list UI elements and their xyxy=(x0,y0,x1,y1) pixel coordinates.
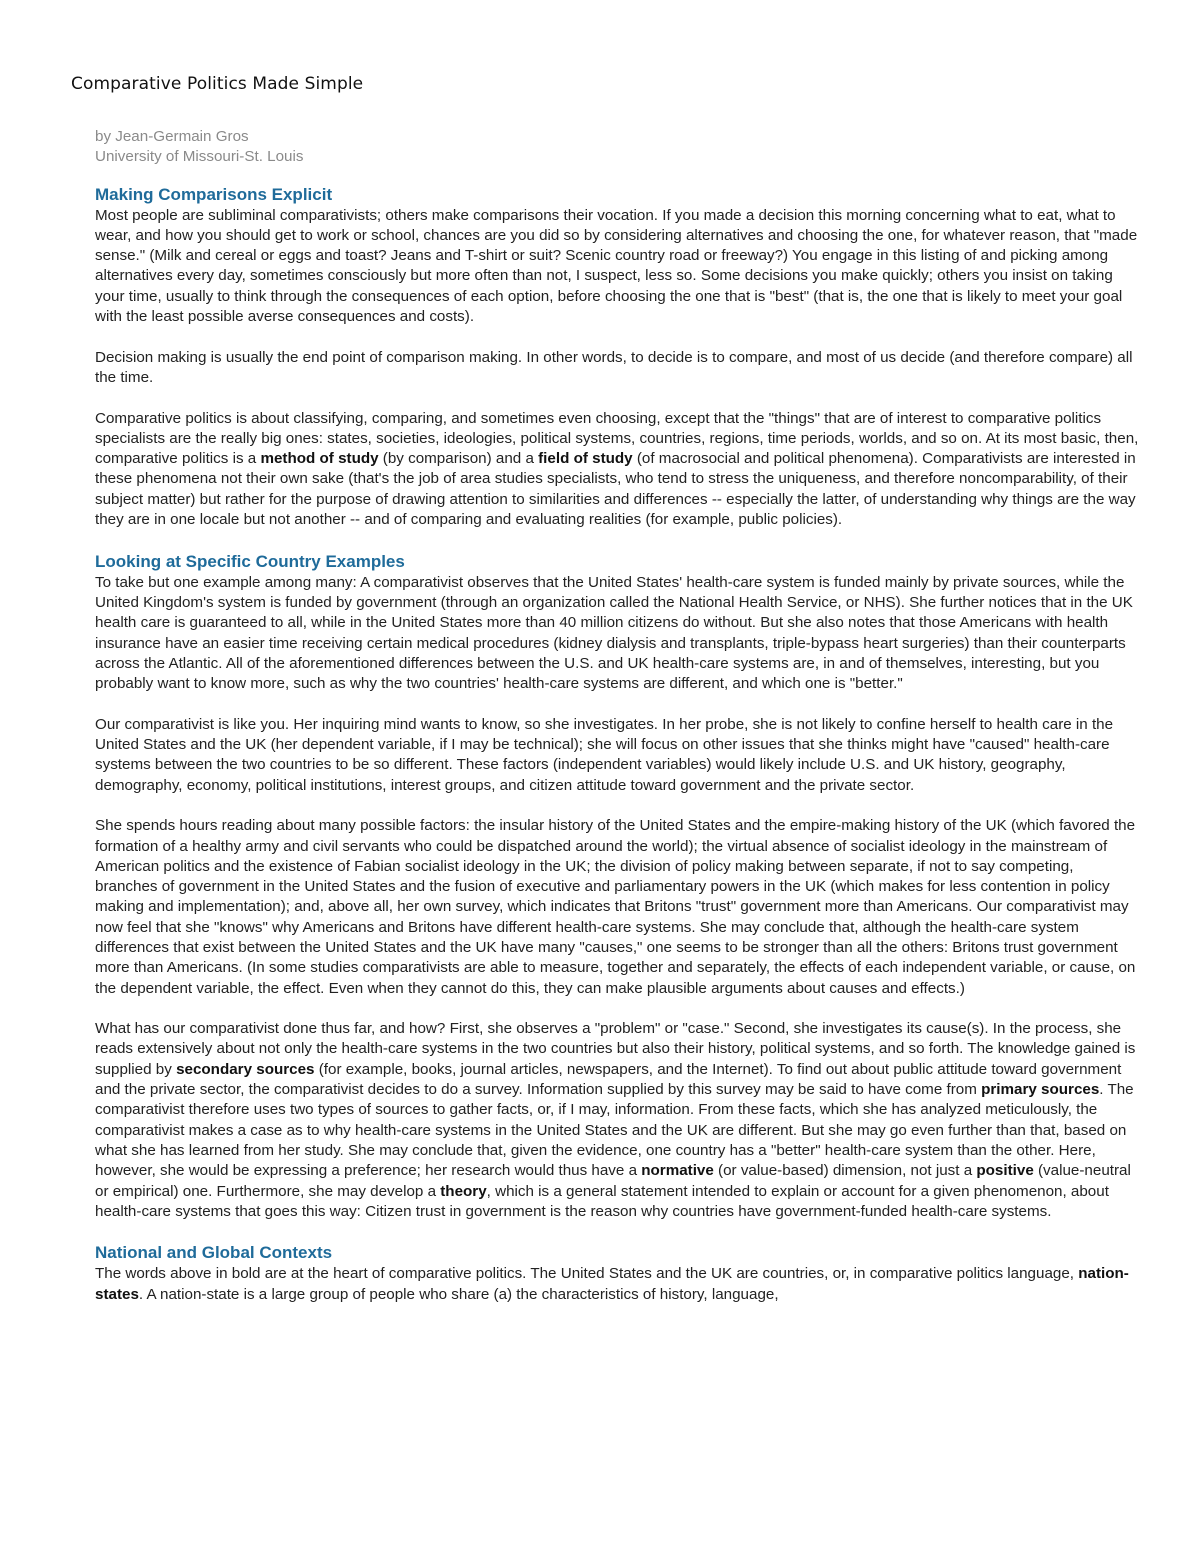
paragraph xyxy=(95,409,1140,531)
bold-term: field of study xyxy=(538,450,633,468)
text-run: Comparative politics is about classifying, comparing, and sometimes even choosing, except that the "things" that are of interest to comparative politics specialists are the really big ones: states, societies, ideologies, political systems, countries, regions, time periods, worlds, and so on. At its most basic, then, comparative politics is a xyxy=(95,409,1139,468)
section-heading: National and Global Contexts xyxy=(95,1243,333,1263)
bold-term: normative xyxy=(641,1162,714,1180)
bold-term: method of study xyxy=(260,450,379,468)
bold-term: positive xyxy=(976,1162,1034,1180)
text-run: . The comparativist therefore uses two types of sources to gather facts, or, if I may, information. From these facts, which she has analyzed meticulously, the comparativist makes a case as to why health-care systems in the United States and the UK are different. But she may go even further than that, based on what she has learned from her study. She may conclude that, given the evidence, one country has a "better" health-care system than the other. Here, however, she would be expressing a preference; her research would thus have a xyxy=(95,1081,1134,1180)
text-run: Most people are subliminal comparativists; others make comparisons their vocation. If you made a decision this morning concerning what to eat, what to wear, and how you should get to work or school, chances are you did so by considering alternatives and choosing the one, for whatever reason, that "made sense." (Milk and cereal or eggs and toast? Jeans and T-shirt or suit? Scenic country road or freeway?) You engage in this listing of and picking among alternatives every day, sometimes consciously but more often than not, I suspect, less so. Some decisions you make quickly; others you insist on taking your time, usually to think through the consequences of each option, before choosing the one that is "best" (that is, the one that is likely to meet your goal with the least possible averse consequences and costs). xyxy=(95,206,1138,326)
text-run: Decision making is usually the end point of comparison making. In other words, to decide is to compare, and most of us decide (and therefore compare) all the time. xyxy=(95,348,1133,386)
text-run: . A nation-state is a large group of people who share (a) the characteristics of history, language, xyxy=(138,1285,779,1303)
paragraph xyxy=(95,1019,1140,1222)
byline xyxy=(95,127,1140,168)
section xyxy=(95,551,1140,1223)
text-run: The words above in bold are at the heart of comparative politics. The United States and the UK are countries, or, in comparative politics language, xyxy=(95,1265,1079,1283)
text-run: , which is a general statement intended to explain or account for a given phenomenon, about health-care systems that goes this way: Citizen trust in government is the reason why countries have government-funded health-care systems. xyxy=(95,1182,1109,1220)
text-run: To take but one example among many: A comparativist observes that the United States' health-care system is funded mainly by private sources, while the United Kingdom's system is funded by government (through an organization called the National Health Service, or NHS). She further notices that in the UK health care is guaranteed to all, while in the United States more than 40 million citizens do without. But she also notes that those Americans with health insurance have an easier time receiving certain medical procedures (kidney dialysis and transplants, triple-bypass heart surgeries) than their counterparts across the Atlantic. All of the aforementioned differences between the U.S. and UK health-care systems are, in and of themselves, interesting, but you probably want to know more, such as why the two countries' health-care systems are different, and which one is "better." xyxy=(95,573,1133,693)
text-run: She spends hours reading about many possible factors: the insular history of the United States and the empire-making history of the UK (which favored the formation of a healthy army and civil servants who could be dispatched around the world); the virtual absence of socialist ideology in the mainstream of American politics and the existence of Fabian socialist ideology in the UK; the division of policy making between separate, if not to say competing, branches of government in the United States and the fusion of executive and parliamentary powers in the UK (which makes for less contention in policy making and implementation); and, above all, her own survey, which indicates that Britons "trust" government more than Americans. Our comparativist may now feel that she "knows" why Americans and Britons have different health-care systems. She may conclude that, although the health-care system differences that exist between the United States and the UK have many "causes," one seems to be stronger than all the others: Britons trust government more than Americans. (In some studies comparativists are able to measure, together and separately, the effects of each independent variable, or cause, on the dependent variable, the effect. Even when they cannot do this, they can make plausible arguments about causes and effects.) xyxy=(95,817,1136,997)
paragraph xyxy=(95,1264,1140,1305)
text-run: (of macrosocial and political phenomena). Comparativists are interested in these phenomena not their own sake (that's the job of area studies specialists, who tend to stress the uniqueness, and therefore noncomparability, of their subject matter) but rather for the purpose of drawing attention to similarities and differences -- especially the latter, of understanding why things are the way they are in one locale but not another -- and of comparing and evaluating realities (for example, public policies). xyxy=(95,450,1136,529)
bold-term: primary sources xyxy=(981,1081,1100,1099)
paragraph xyxy=(95,573,1140,695)
text-run: Our comparativist is like you. Her inquiring mind wants to know, so she investigates. In her probe, she is not likely to confine herself to health care in the United States and the UK (her dependent variable, if I may be technical); she will focus on other issues that she thinks might have "caused" health-care systems between the two countries to be so different. These factors (independent variables) would likely include U.S. and UK history, geography, demography, economy, political institutions, interest groups, and citizen attitude toward government and the private sector. xyxy=(95,715,1114,794)
affiliation-line: University of Missouri-St. Louis xyxy=(95,148,304,166)
section xyxy=(95,1242,1140,1305)
sections-container xyxy=(95,184,1140,1305)
paragraph xyxy=(95,348,1140,389)
section xyxy=(95,184,1140,531)
section-heading: Making Comparisons Explicit xyxy=(95,184,333,204)
text-run: What has our comparativist done thus far, and how? First, she observes a "problem" or "case." Second, she investigates its cause(s). In the process, she reads extensively about not only the health-care systems in the two countries but also their history, political systems, and so forth. The knowledge gained is supplied by xyxy=(95,1020,1136,1078)
bold-term: secondary sources xyxy=(176,1060,315,1078)
text-run: (by comparison) and a xyxy=(378,450,539,468)
document-title: Comparative Politics Made Simple xyxy=(71,74,364,94)
paragraph xyxy=(95,206,1140,328)
paragraph xyxy=(95,715,1140,796)
text-run: (value-neutral or empirical) one. Furthermore, she may develop a xyxy=(95,1162,1131,1200)
author-line: by Jean-Germain Gros xyxy=(95,128,249,145)
bold-term: theory xyxy=(440,1182,487,1200)
section-heading: Looking at Specific Country Examples xyxy=(95,551,405,571)
text-run: (for example, books, journal articles, newspapers, and the Internet). To find out about public attitude toward government and the private sector, the comparativist decides to do a survey. Information supplied by this survey may be said to have come from xyxy=(95,1060,1122,1099)
bold-term: nation-states xyxy=(95,1265,1129,1303)
document-body xyxy=(95,127,1140,1325)
paragraph xyxy=(95,816,1140,999)
text-run: (or value-based) dimension, not just a xyxy=(713,1162,977,1180)
